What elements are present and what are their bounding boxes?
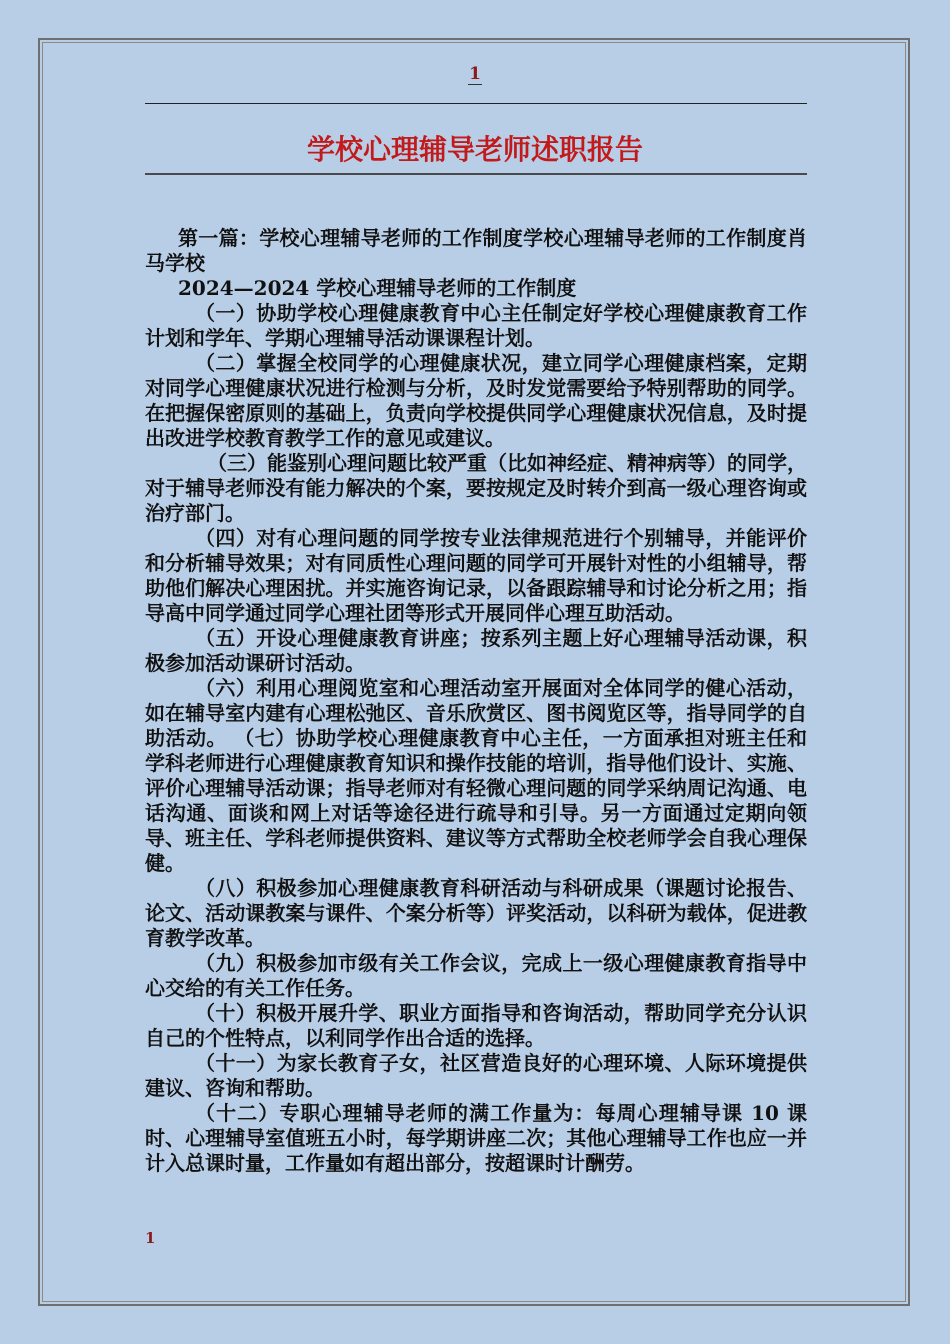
footer-page-number: 1 xyxy=(145,1229,156,1247)
paragraph: （五）开设心理健康教育讲座；按系列主题上好心理辅导活动课，积极参加活动课研讨活动。 xyxy=(145,626,807,675)
paragraph: （二）掌握全校同学的心理健康状况，建立同学心理健康档案，定期对同学心理健康状况进行检测与分析，及时发觉需要给予特别帮助的同学。在把握保密原则的基础上，负责向学校提供同学心理健康状况信息，及时提出改进学校教育教学工作的意见或建议。 xyxy=(145,351,807,450)
paragraph: （三）能鉴别心理问题比较严重（比如神经症、精神病等）的同学，对于辅导老师没有能力解决的个案，要按规定及时转介到高一级心理咨询或治疗部门。 xyxy=(145,451,807,525)
header-rule xyxy=(145,103,807,104)
paragraph: （八）积极参加心理健康教育科研活动与科研成果（课题讨论报告、论文、活动课教案与课件、个案分析等）评奖活动，以科研为载体，促进教育教学改革。 xyxy=(145,876,807,950)
paragraph: （六）利用心理阅览室和心理活动室开展面对全体同学的健心活动，如在辅导室内建有心理松弛区、音乐欣赏区、图书阅览区等，指导同学的自助活动。 （七）协助学校心理健康教育中心主任，一方面承担对班主任和学科老师进行心理健康教育知识和操作技能的培训，指导他们设计、实施、评价心理辅导活动课；指导老师对有轻微心理问题的同学采纳周记沟通、电话沟通、面谈和网上对话等途径进行疏导和引导。另一方面通过定期向领导、班主任、学科老师提供资料、建议等方式帮助全校老师学会自我心理保健。 xyxy=(145,676,807,875)
paragraph: 第一篇：学校心理辅导老师的工作制度学校心理辅导老师的工作制度肖马学校 xyxy=(145,226,807,275)
paragraph: 2024—2024 学校心理辅导老师的工作制度 xyxy=(178,276,577,300)
paragraph: （十一）为家长教育子女，社区营造良好的心理环境、人际环境提供建议、咨询和帮助。 xyxy=(145,1051,807,1100)
paragraph: （十）积极开展升学、职业方面指导和咨询活动，帮助同学充分认识自己的个性特点，以利同学作出合适的选择。 xyxy=(145,1001,807,1050)
paragraph: （十二）专职心理辅导老师的满工作量为：每周心理辅导课 10 课时、心理辅导室值班五小时，每学期讲座二次；其他心理辅导工作也应一并计入总课时量，工作量如有超出部分，按超课时计酬劳。 xyxy=(145,1101,807,1175)
paragraph: （九）积极参加市级有关工作会议，完成上一级心理健康教育指导中心交给的有关工作任务。 xyxy=(145,951,807,1000)
paragraph: （一）协助学校心理健康教育中心主任制定好学校心理健康教育工作计划和学年、学期心理辅导活动课课程计划。 xyxy=(145,301,807,350)
paragraph: （四）对有心理问题的同学按专业法律规范进行个别辅导，并能评价和分析辅导效果；对有同质性心理问题的同学可开展针对性的小组辅导，帮助他们解决心理困扰。并实施咨询记录，以备跟踪辅导和讨论分析之用；指导高中同学通过同学心理社团等形式开展同伴心理互助活动。 xyxy=(145,526,807,625)
document-body xyxy=(145,226,807,1176)
header-page-number xyxy=(0,64,950,84)
document-title: 学校心理辅导老师述职报告 xyxy=(306,133,643,166)
title-rule xyxy=(145,173,807,175)
header-page-number-text: 1 xyxy=(469,64,481,84)
